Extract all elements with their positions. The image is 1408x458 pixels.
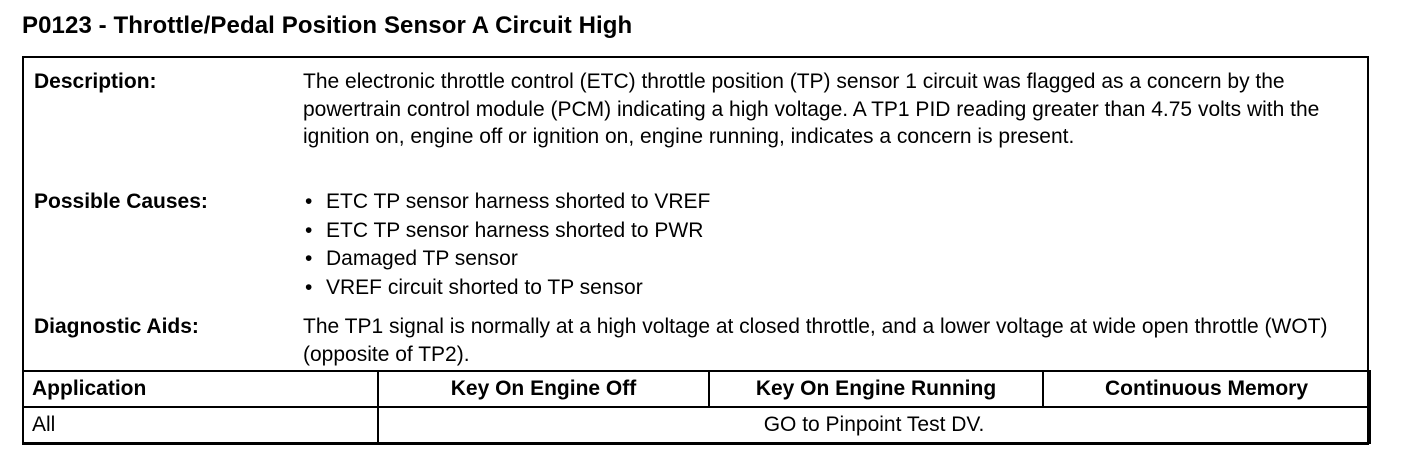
possible-causes-list (303, 188, 1365, 302)
diagnostic-aids-label: Diagnostic Aids: (34, 315, 199, 338)
table-header-row (23, 371, 1370, 407)
list-item (303, 217, 1365, 246)
cause-text: VREF circuit shorted to TP sensor (326, 275, 643, 299)
application-cell: All (23, 407, 378, 443)
cause-text: ETC TP sensor harness shorted to VREF (326, 190, 711, 213)
description-label: Description: (34, 70, 157, 93)
bullet-icon: • (305, 190, 313, 213)
list-item (303, 274, 1365, 303)
diagnostic-aids-text: The TP1 signal is normally at a high voltage at closed throttle, and a lower voltage at wide open throttle (WOT) (opposite of TP2). (303, 315, 1328, 366)
column-header-application: Application (23, 371, 378, 407)
cause-text: Damaged TP sensor (326, 247, 518, 270)
bullet-icon: • (305, 247, 313, 270)
bullet-icon: • (305, 218, 313, 242)
dtc-info-box (22, 56, 1369, 445)
possible-causes-body (303, 188, 1365, 302)
list-item (303, 188, 1365, 217)
page-title: P0123 - Throttle/Pedal Position Sensor A Circuit High (22, 12, 633, 39)
possible-causes-label: Possible Causes: (34, 190, 208, 213)
column-header-continuous-memory: Continuous Memory (1043, 371, 1370, 407)
bullet-icon: • (305, 275, 313, 299)
table-row (23, 407, 1370, 443)
description-text: The electronic throttle control (ETC) throttle position (TP) sensor 1 circuit was flagged as a concern by the powertrain control module (PCM) indicating a high voltage. A TP1 PID reading greater than 4.75 volts with the ignition on, engine off or ignition on, engine running, indicates a concern is present. (303, 70, 1320, 148)
cause-text: ETC TP sensor harness shorted to PWR (326, 218, 704, 242)
action-cell: GO to Pinpoint Test DV. (378, 407, 1370, 443)
column-header-koer: Key On Engine Running (709, 371, 1043, 407)
list-item (303, 245, 1365, 274)
application-table (22, 370, 1371, 444)
column-header-koeo: Key On Engine Off (378, 371, 709, 407)
